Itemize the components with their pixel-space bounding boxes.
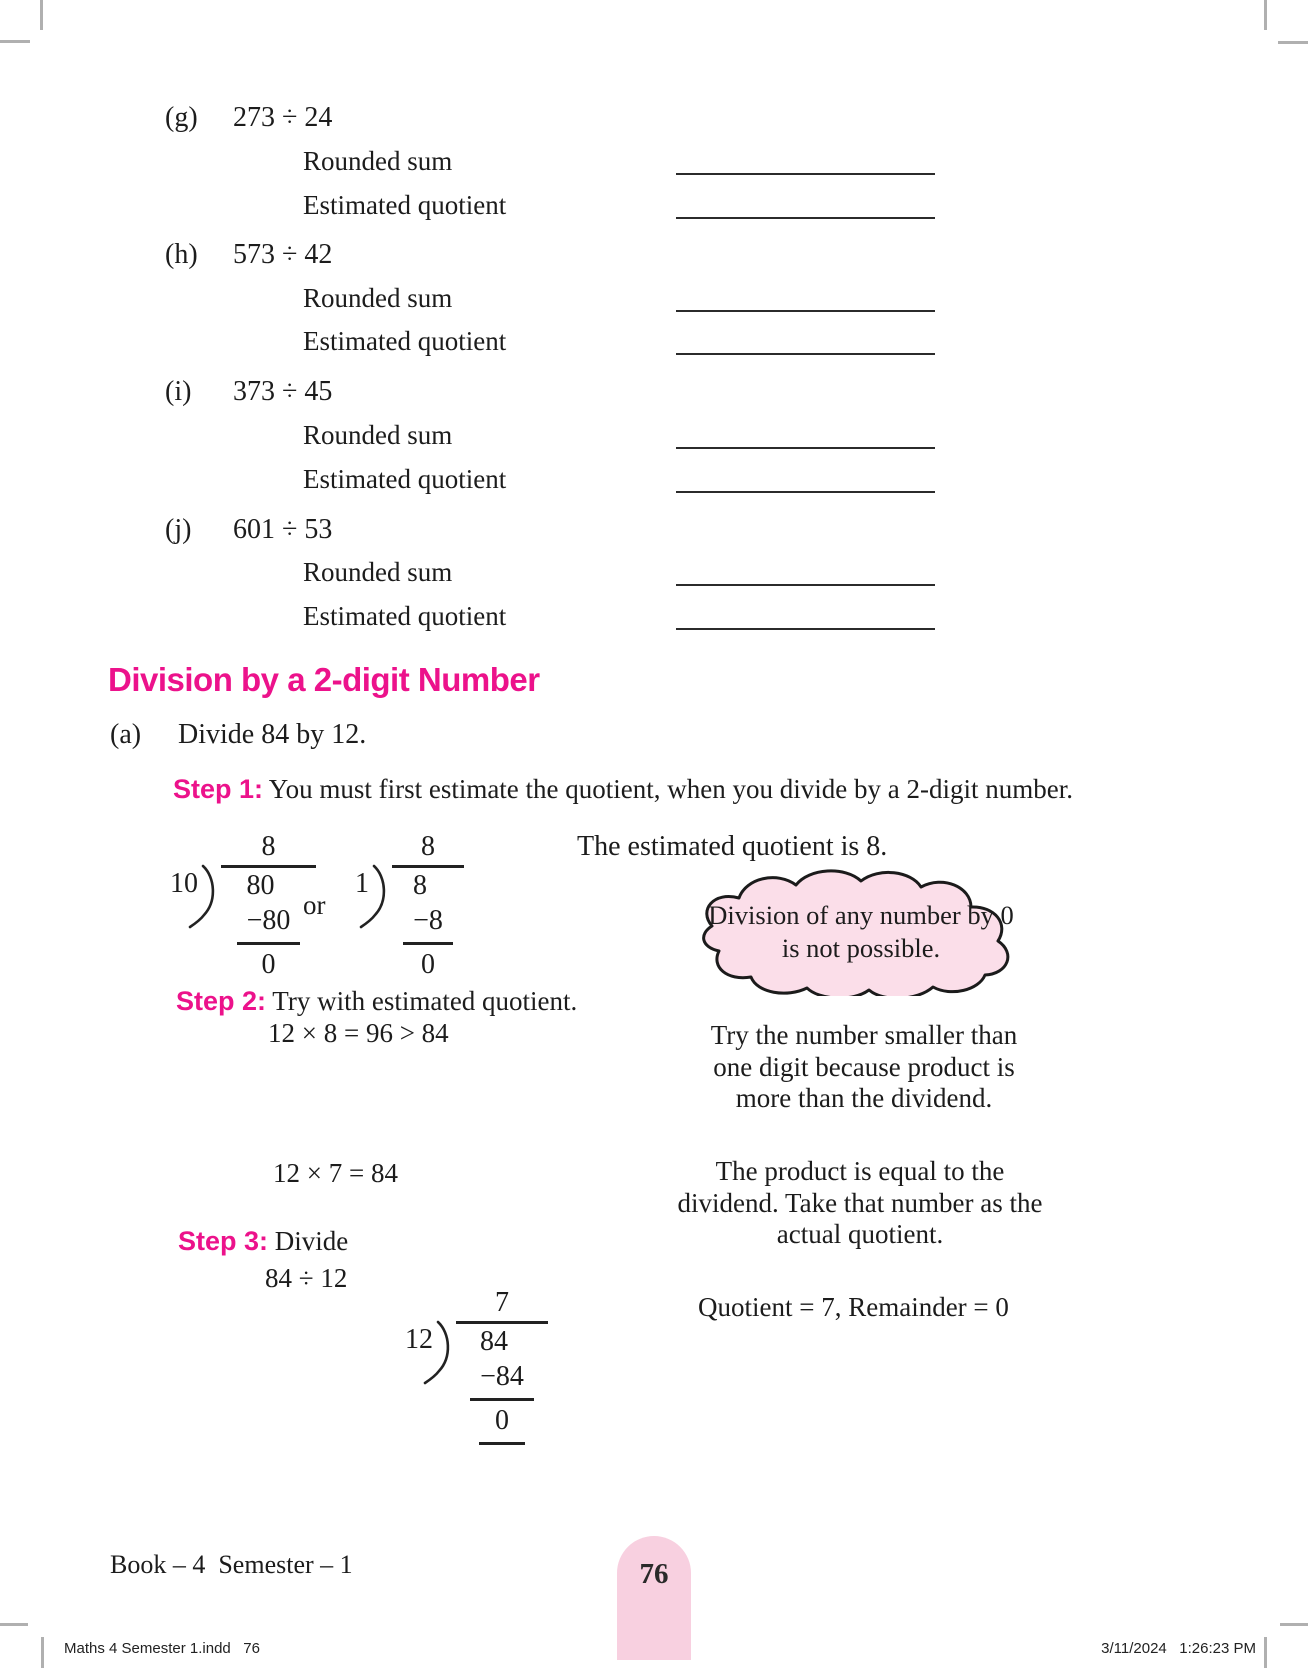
print-timestamp: 3/11/2024 1:26:23 PM xyxy=(1101,1640,1256,1657)
division-column xyxy=(221,830,316,982)
exercise-problem: 373 ÷ 45 xyxy=(233,376,333,407)
step1-label: Step 1: xyxy=(173,774,264,804)
long-division-3 xyxy=(405,1286,548,1445)
exercise-row xyxy=(303,281,935,315)
row-label: Estimated quotient xyxy=(303,601,507,631)
step3-text: Divide xyxy=(274,1226,349,1256)
step2-label: Step 2: xyxy=(176,986,267,1016)
exercise-row xyxy=(303,599,935,633)
dividend: 84 xyxy=(456,1321,548,1360)
divisor: 12 xyxy=(405,1324,433,1355)
division-column xyxy=(456,1286,548,1445)
crop-mark-top-right-h xyxy=(1278,41,1308,44)
exercise-label: (i) xyxy=(165,376,192,407)
exercise-problem: 601 ÷ 53 xyxy=(233,514,333,545)
page-number: 76 xyxy=(639,1558,669,1590)
step1-line xyxy=(173,772,1073,806)
row-label: Estimated quotient xyxy=(303,190,507,220)
print-filename: Maths 4 Semester 1.indd 76 xyxy=(64,1640,260,1657)
exercise-item-h xyxy=(165,238,332,272)
exercise-item-i xyxy=(165,375,332,409)
answer-line xyxy=(676,584,935,586)
dividend: 8 xyxy=(392,865,464,904)
row-label: Estimated quotient xyxy=(303,464,507,494)
answer-line xyxy=(676,310,935,312)
item-label: (a) xyxy=(110,719,142,750)
step3-line xyxy=(178,1224,348,1258)
footer-book-label: Book – 4 Semester – 1 xyxy=(110,1550,353,1579)
exercise-problem: 273 ÷ 24 xyxy=(233,102,333,133)
step1-text: You must first estimate the quotient, when you divide by a 2-digit number. xyxy=(268,774,1073,804)
row-label: Rounded sum xyxy=(303,557,453,587)
side-note-1: Try the number smaller than one digit because product is more than the dividend. xyxy=(710,1020,1018,1113)
remainder: 0 xyxy=(261,949,276,980)
exercise-item-j xyxy=(165,513,332,547)
division-bracket-icon xyxy=(370,865,392,982)
exercise-item-g xyxy=(165,101,332,135)
crop-mark-top-left-h xyxy=(0,40,30,43)
division-column xyxy=(392,830,464,982)
long-division-2 xyxy=(355,830,464,982)
answer-line xyxy=(676,447,935,449)
exercise-row xyxy=(303,418,935,452)
crop-mark-bottom-left-v xyxy=(41,1637,44,1668)
dividend: 80 xyxy=(221,865,316,904)
exercise-row xyxy=(303,462,935,496)
subtraction: −80 xyxy=(237,904,301,945)
divisor: 1 xyxy=(355,868,369,899)
answer-line xyxy=(676,217,935,219)
or-label: or xyxy=(303,890,326,920)
item-a xyxy=(110,718,366,752)
crop-mark-bottom-right-h xyxy=(1280,1623,1308,1626)
page-number-badge xyxy=(617,1536,691,1660)
quotient: 7 xyxy=(495,1287,509,1318)
side-note-2: The product is equal to the dividend. Take that number as the actual quotient. xyxy=(677,1156,1043,1249)
exercise-label: (g) xyxy=(165,102,198,133)
quotient: 8 xyxy=(261,831,276,862)
exercise-problem: 573 ÷ 42 xyxy=(233,239,333,270)
long-division-1 xyxy=(170,830,316,982)
answer-line xyxy=(676,491,935,493)
remainder: 0 xyxy=(479,1401,525,1445)
divisor: 10 xyxy=(170,868,198,899)
subtraction: −84 xyxy=(470,1360,534,1401)
crop-mark-top-left-v xyxy=(40,0,43,30)
exercise-label: (h) xyxy=(165,239,198,270)
division-bracket-icon xyxy=(199,865,221,982)
row-label: Rounded sum xyxy=(303,146,453,176)
section-heading: Division by a 2-digit Number xyxy=(108,661,540,698)
estimate-note: The estimated quotient is 8. xyxy=(577,831,888,862)
division-bracket-icon xyxy=(434,1321,456,1445)
subtraction: −8 xyxy=(403,904,453,945)
row-label: Estimated quotient xyxy=(303,326,507,356)
thought-cloud xyxy=(682,864,1040,996)
step2-text: Try with estimated quotient. xyxy=(272,986,578,1016)
item-text: Divide 84 by 12. xyxy=(178,719,367,750)
step3-expression: 84 ÷ 12 xyxy=(265,1263,348,1293)
step3-label: Step 3: xyxy=(178,1226,269,1256)
answer-line xyxy=(676,353,935,355)
step2-line xyxy=(176,984,577,1018)
exercise-row xyxy=(303,144,935,178)
exercise-label: (j) xyxy=(165,514,192,545)
equation-1: 12 × 8 = 96 > 84 xyxy=(268,1018,449,1048)
crop-mark-bottom-left-h xyxy=(0,1623,28,1626)
equation-2: 12 × 7 = 84 xyxy=(273,1158,398,1188)
crop-mark-top-right-v xyxy=(1264,0,1267,30)
row-label: Rounded sum xyxy=(303,420,453,450)
answer-line xyxy=(676,628,935,630)
answer-line xyxy=(676,173,935,175)
row-label: Rounded sum xyxy=(303,283,453,313)
exercise-row xyxy=(303,324,935,358)
cloud-text: Division of any number by 0 is not possible. xyxy=(708,900,1014,963)
crop-mark-bottom-right-v xyxy=(1264,1637,1267,1668)
remainder: 0 xyxy=(421,949,435,980)
exercise-row xyxy=(303,555,935,589)
result-note: Quotient = 7, Remainder = 0 xyxy=(698,1292,1009,1322)
exercise-row xyxy=(303,188,935,222)
quotient: 8 xyxy=(421,831,435,862)
